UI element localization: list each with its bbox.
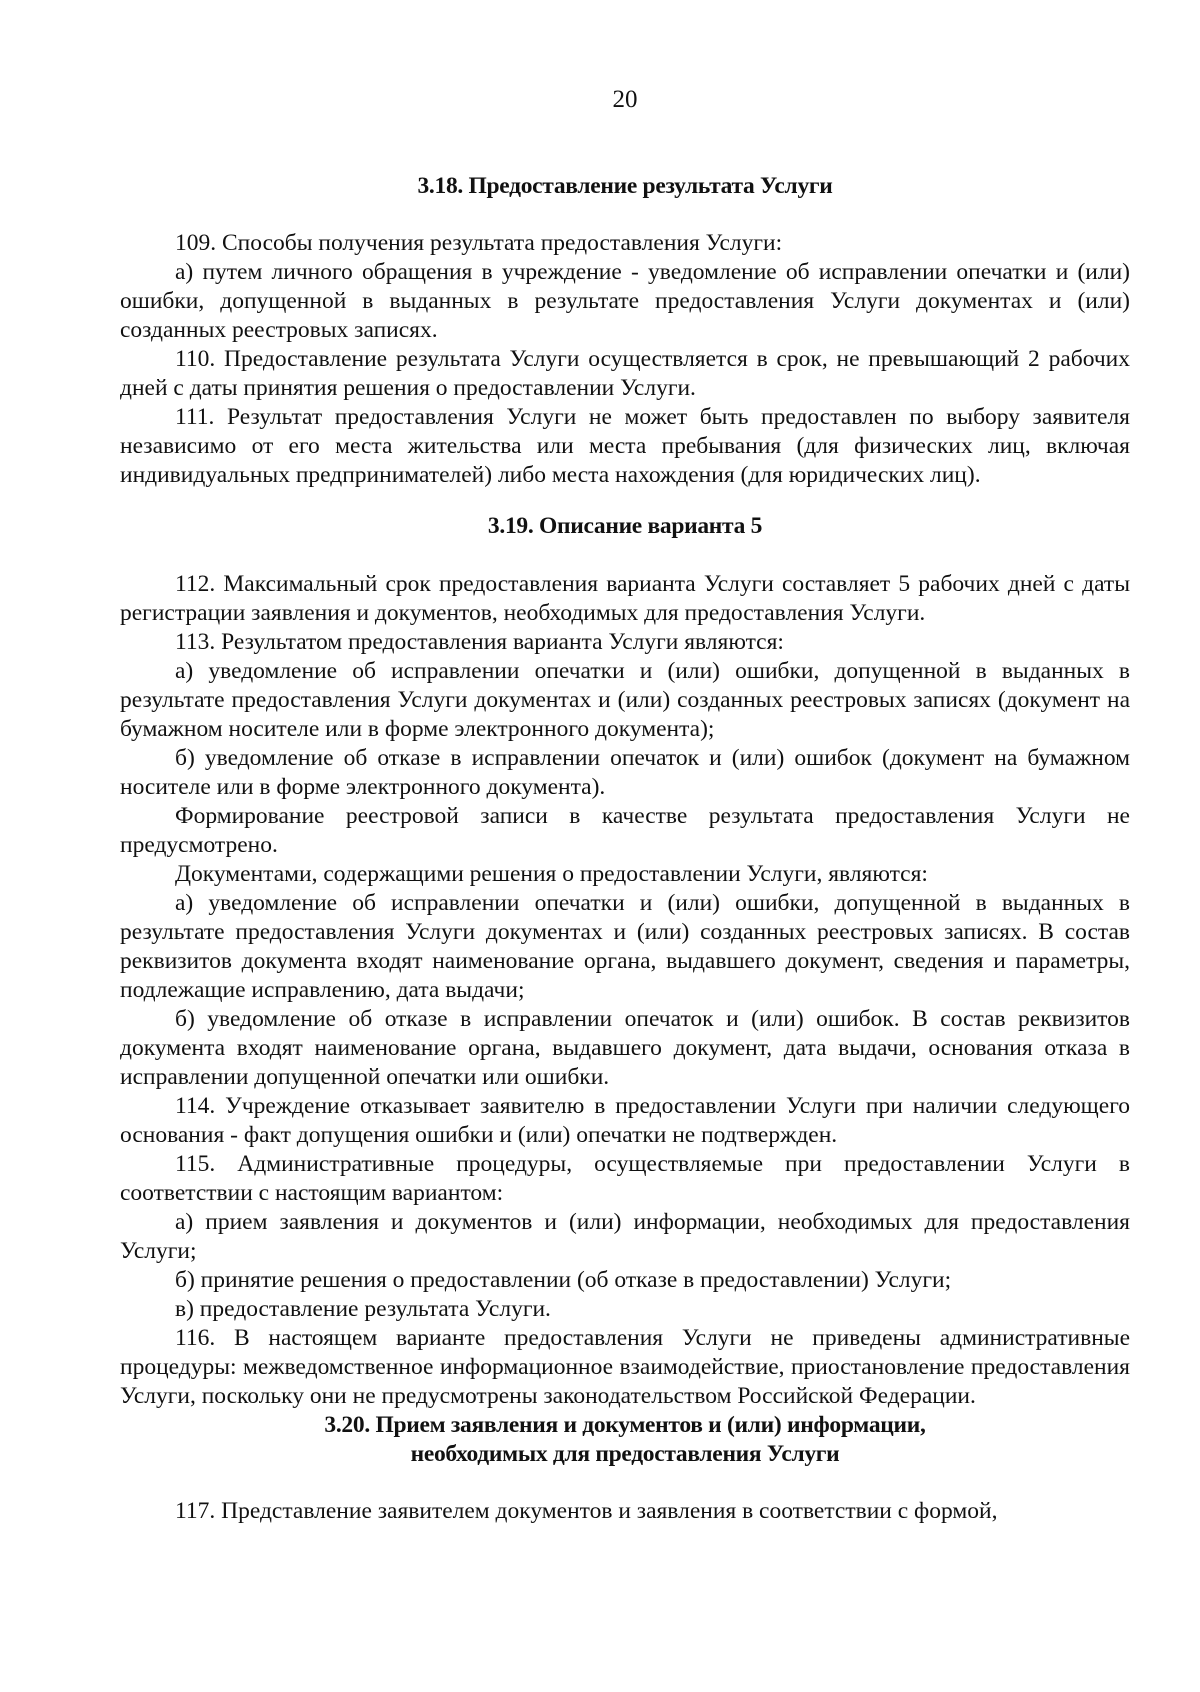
paragraph-113: 113. Результатом предоставления варианта Услуги являются: (175, 629, 784, 655)
paragraph-decision-b: б) уведомление об отказе в исправлении опечаток и (или) ошибок. В состав реквизитов документа входят наименование органа, выдавшего документ, дата выдачи, основания отказа в исправлении допущенной опечатки или ошибки. (120, 1006, 1130, 1090)
paragraph-109: 109. Способы получения результата предоставления Услуги: (175, 230, 783, 256)
paragraph-114: 114. Учреждение отказывает заявителю в предоставлении Услуги при наличии следующего основания - факт допущения ошибки и (или) опечатки не подтвержден. (120, 1093, 1130, 1148)
paragraph-116: 116. В настоящем варианте предоставления Услуги не приведены административные процедуры: межведомственное информационное взаимодействие, приостановление предоставления Услуги, поскольку они не предусмотрены законодательством Российской Федерации. (120, 1325, 1130, 1409)
paragraph-decision-a: а) уведомление об исправлении опечатки и (или) ошибки, допущенной в выданных в результате предоставления Услуги документах и (или) созданных реестровых записях. В состав реквизитов документа входят наименование органа, выдавшего документ, сведения и параметры, подлежащие исправлению, дата выдачи; (120, 890, 1130, 1003)
section-heading-3-19: 3.19. Описание варианта 5 (487, 513, 763, 539)
paragraph-110: 110. Предоставление результата Услуги осуществляется в срок, не превышающий 2 рабочих дней с даты принятия решения о предоставлении Услуги. (120, 346, 1130, 401)
paragraph-109-a: а) путем личного обращения в учреждение - уведомление об исправлении опечатки и (или) ошибки, допущенной в выданных в результате предоставления Услуги документах и (или) созданных реестровых записях. (120, 259, 1130, 343)
page-number: 20 (612, 86, 638, 113)
paragraph-113-a: а) уведомление об исправлении опечатки и (или) ошибки, допущенной в выданных в результате предоставления Услуги документах и (или) созданных реестровых записях (документ на бумажном носителе или в форме электронного документа); (120, 658, 1130, 742)
paragraph-113-b: б) уведомление об отказе в исправлении опечаток и (или) ошибок (документ на бумажном носителе или в форме электронного документа). (120, 745, 1130, 800)
paragraph-registry-note: Формирование реестровой записи в качестве результата предоставления Услуги не предусмотрено. (120, 803, 1130, 858)
paragraph-115-a: а) прием заявления и документов и (или) информации, необходимых для предоставления Услуги; (120, 1209, 1130, 1264)
section-heading-3-20-line-2: необходимых для предоставления Услуги (410, 1441, 840, 1467)
paragraph-112: 112. Максимальный срок предоставления варианта Услуги составляет 5 рабочих дней с даты регистрации заявления и документов, необходимых для предоставления Услуги. (120, 571, 1130, 626)
paragraph-115: 115. Административные процедуры, осуществляемые при предоставлении Услуги в соответствии с настоящим вариантом: (120, 1151, 1130, 1206)
paragraph-117: 117. Представление заявителем документов и заявления в соответствии с формой, (175, 1498, 998, 1524)
document-body (120, 172, 1130, 1526)
paragraph-115-c: в) предоставление результата Услуги. (175, 1296, 551, 1322)
paragraph-115-b: б) принятие решения о предоставлении (об отказе в предоставлении) Услуги; (175, 1267, 952, 1293)
section-heading-3-20-line-1: 3.20. Прием заявления и документов и (или) информации, (324, 1412, 926, 1438)
section-heading-3-18: 3.18. Предоставление результата Услуги (417, 173, 833, 199)
paragraph-111: 111. Результат предоставления Услуги не может быть предоставлен по выбору заявителя независимо от его места жительства или места пребывания (для физических лиц, включая индивидуальных предпринимателей) либо места нахождения (для юридических лиц). (120, 404, 1130, 488)
paragraph-decision-documents: Документами, содержащими решения о предоставлении Услуги, являются: (175, 861, 928, 887)
section-heading-3-20 (120, 1411, 1130, 1469)
